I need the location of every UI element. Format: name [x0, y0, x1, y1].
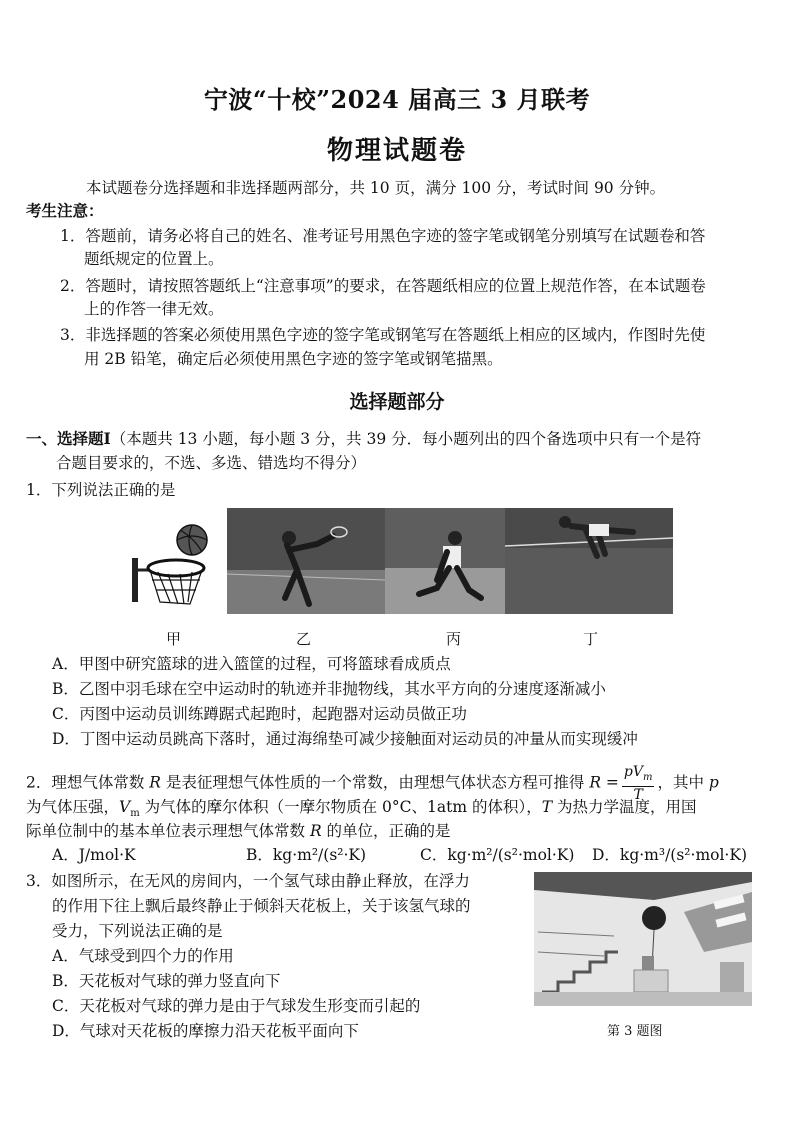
- q2-var-p: p: [708, 773, 719, 792]
- notice-item-2-line1: 2．答题时，请按照答题纸上“注意事项”的要求，在答题纸相应的位置上规范作答，在本试题卷: [60, 277, 706, 295]
- q2-stem-line3: [26, 821, 451, 841]
- q1-caption-jia: 甲: [166, 630, 182, 648]
- q2-var-v: V: [119, 798, 131, 816]
- section-title: 选择题部分: [349, 391, 445, 413]
- q3-option-d: D．气球对天花板的摩擦力沿天花板平面向下: [52, 1022, 359, 1040]
- part1-label: 一、选择题Ⅰ: [26, 429, 111, 448]
- badminton-player-icon: [227, 508, 385, 614]
- q2-option-d: D．kg·m³/(s²·mol·K): [592, 846, 747, 864]
- q2-stem-c: ，其中: [657, 773, 709, 792]
- q2-line2-b: 为气体的摩尔体积（一摩尔物质在 0°C、1atm 的体积），: [139, 798, 542, 816]
- q3-stem-line1: 3．如图所示，在无风的房间内，一个氢气球由静止释放，在浮力: [26, 872, 470, 890]
- q1-option-b: B．乙图中羽毛球在空中运动时的轨迹并非抛物线，其水平方向的分速度逐渐减小: [52, 680, 606, 698]
- notice-item-1-line2: 题纸规定的位置上。: [84, 250, 224, 268]
- q2-line3-a: 际单位制中的基本单位表示理想气体常数: [26, 822, 310, 840]
- exam-subtitle: 物理试题卷: [326, 136, 467, 166]
- notice-heading: 考生注意：: [26, 201, 104, 220]
- part1-desc-line2: 合题目要求的，不选、多选、错选均不得分）: [56, 454, 367, 472]
- q2-formula-subscript: m: [643, 771, 653, 783]
- q1-caption-yi: 乙: [296, 630, 312, 648]
- notice-item-2-line2: 上的作答一律无效。: [84, 300, 224, 318]
- q2-stem-a: 2．理想气体常数: [26, 773, 150, 792]
- q1-figure-highjump: [505, 508, 673, 614]
- q2-formula-numerator: pV: [623, 764, 643, 780]
- q3-figure-caption: 第 3 题图: [607, 1024, 663, 1039]
- q1-option-c: C．丙图中运动员训练蹲踞式起跑时，起跑器对运动员做正功: [52, 705, 467, 723]
- q3-option-b: B．天花板对气球的弹力竖直向下: [52, 972, 281, 990]
- q1-caption-ding: 丁: [583, 630, 599, 648]
- q1-caption-bing: 丙: [446, 630, 462, 648]
- q2-var-t: T: [541, 798, 553, 816]
- exam-title: 宁波“十校”2024 届高三 3 月联考: [203, 85, 591, 114]
- q3-option-a: A．气球受到四个力的作用: [52, 947, 234, 965]
- sprinter-icon: [385, 508, 505, 614]
- q1-option-d: D．丁图中运动员跳高下落时，通过海绵垫可减少接触面对运动员的冲量从而实现缓冲: [52, 730, 638, 748]
- q2-line2-a: 为气体压强，: [26, 798, 120, 816]
- q1-figure-basketball: [130, 518, 226, 614]
- notice-item-3-line1: 3．非选择题的答案必须使用黑色字迹的签字笔或钢笔写在答题纸上相应的区域内，作图时先使: [60, 326, 706, 344]
- q3-stem-line3: 受力，下列说法正确的是: [52, 922, 223, 940]
- part1-desc-line1: （本题共 13 小题，每小题 3 分，共 39 分．每小题列出的四个备选项中只有一个是符: [110, 430, 702, 448]
- q1-stem: 1．下列说法正确的是: [26, 481, 176, 499]
- notice-item-3-line2: 用 2B 铅笔，确定后必须使用黑色字迹的签字笔或钢笔描黑。: [84, 350, 503, 368]
- room-balloon-icon: [534, 872, 752, 1006]
- q2-line2-c: 为热力学温度，用国: [552, 798, 697, 816]
- q2-formula-denominator: T: [633, 786, 643, 803]
- q2-option-a: A．J/mol·K: [52, 846, 136, 864]
- q3-stem-line2: 的作用下往上飘后最终静止于倾斜天花板上，关于该氢气球的: [52, 897, 471, 915]
- high-jumper-icon: [505, 508, 673, 614]
- q2-var-v-sub: m: [130, 808, 140, 820]
- q2-var-r2: R: [309, 822, 322, 840]
- q2-option-b: B．kg·m²/(s²·K): [246, 846, 367, 864]
- q2-option-c: C．kg·m²/(s²·mol·K): [420, 846, 575, 864]
- basketball-hoop-icon: [130, 518, 226, 614]
- notice-item-1-line1: 1．答题前，请务必将自己的姓名、准考证号用黑色字迹的签字笔或钢笔分别填写在试题卷和答: [60, 227, 706, 245]
- q2-var-r: R: [149, 773, 161, 792]
- q2-line3-b: 的单位，正确的是: [321, 822, 451, 840]
- part1-header: [26, 429, 701, 449]
- q2-formula-lhs: R =: [589, 773, 619, 792]
- q1-option-a: A．甲图中研究篮球的进入篮筐的过程，可将篮球看成质点: [52, 655, 451, 673]
- q1-figure-sprinter: [385, 508, 505, 614]
- intro-text: 本试题卷分选择题和非选择题两部分，共 10 页，满分 100 分，考试时间 90 分钟。: [86, 179, 666, 197]
- q2-stem-b: 是表征理想气体性质的一个常数，由理想气体状态方程可推得: [160, 773, 590, 792]
- q1-figure-badminton: [227, 508, 385, 614]
- q3-option-c: C．天花板对气球的弹力是由于气球发生形变而引起的: [52, 997, 421, 1015]
- q3-figure-room: [534, 872, 752, 1006]
